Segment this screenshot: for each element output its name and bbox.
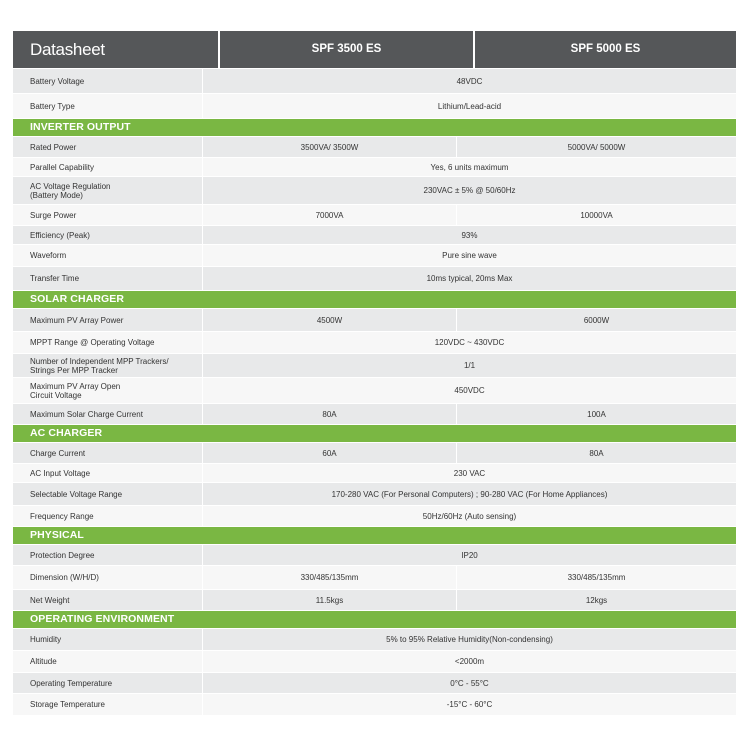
spec-label: Battery Voltage [13,69,203,93]
spec-label: AC Input Voltage [13,464,203,482]
table-header [13,31,736,68]
table-row [13,565,736,589]
spec-label: Efficiency (Peak) [13,226,203,244]
spec-value-spf3500: 11.5kgs [203,590,457,610]
spec-label: Number of Independent MPP Trackers/ Strings Per MPP Tracker [13,354,203,377]
spec-value-shared: Pure sine wave [442,251,497,260]
spec-value-shared: 170-280 VAC (For Personal Computers) ; 90-280 VAC (For Home Appliances) [331,489,608,499]
section-header: INVERTER OUTPUT [13,118,736,136]
spec-value-spf5000: 5000VA/ 5000W [567,142,626,152]
spec-label: Net Weight [13,590,203,610]
table-row [13,650,736,672]
spec-value-shared: 5% to 95% Relative Humidity(Non-condensing) [386,635,553,644]
table-row [13,693,736,715]
section-header: OPERATING ENVIRONMENT [13,610,736,628]
spec-value-spf3500: 330/485/135mm [203,566,457,589]
table-row [13,331,736,353]
table-row [13,244,736,266]
spec-value-spf3500: 80A [203,404,457,424]
table-row [13,68,736,93]
spec-value-spf3500: 7000VA [203,205,457,225]
spec-label: Humidity [13,629,203,650]
table-row [13,442,736,463]
table-row [13,589,736,610]
spec-value-shared: 230VAC ± 5% @ 50/60Hz [423,186,516,195]
table-row [13,157,736,176]
spec-value-shared: Lithium/Lead-acid [437,101,502,111]
table-row [13,403,736,424]
spec-label: Altitude [13,651,203,672]
table-row [13,353,736,377]
spec-label: Dimension (W/H/D) [13,566,203,589]
model-header-spf3500: SPF 3500 ES [218,31,473,68]
spec-value-shared: Yes, 6 units maximum [430,162,509,172]
spec-value-spf5000: 6000W [583,315,610,325]
spec-label: Maximum PV Array Power [13,309,203,331]
spec-value-shared: 50Hz/60Hz (Auto sensing) [422,511,517,521]
spec-value-spf3500: 3500VA/ 3500W [203,137,457,157]
spec-value-shared: -15°C - 60°C [446,700,493,709]
table-row [13,482,736,505]
spec-label: Maximum Solar Charge Current [13,404,203,424]
spec-value-spf5000: 80A [589,448,604,458]
spec-label: Storage Temperature [13,694,203,715]
spec-label: Waveform [13,245,203,266]
spec-value-spf5000: 10000VA [580,210,613,220]
spec-label: Maximum PV Array Open Circuit Voltage [13,378,203,403]
table-row [13,544,736,565]
table-row [13,308,736,331]
table-row [13,672,736,693]
spec-label: AC Voltage Regulation (Battery Mode) [13,177,203,204]
spec-label: Transfer Time [13,267,203,290]
spec-value-shared: <2000m [454,657,485,666]
model-header-spf5000: SPF 5000 ES [473,31,736,68]
section-header: PHYSICAL [13,526,736,544]
section-header: SOLAR CHARGER [13,290,736,308]
table-row [13,136,736,157]
table-row [13,176,736,204]
spec-label: Frequency Range [13,506,203,526]
spec-label: Parallel Capability [13,158,203,176]
spec-label: Operating Temperature [13,673,203,693]
spec-label: Charge Current [13,443,203,463]
table-row [13,93,736,118]
spec-label: MPPT Range @ Operating Voltage [13,332,203,353]
table-row [13,377,736,403]
table-row [13,505,736,526]
table-row [13,628,736,650]
spec-label: Selectable Voltage Range [13,483,203,505]
spec-label: Rated Power [13,137,203,157]
spec-label: Surge Power [13,205,203,225]
spec-value-shared: 48VDC [456,76,483,86]
table-body [13,68,736,715]
table-row [13,463,736,482]
spec-value-spf5000: 100A [587,409,606,419]
spec-value-spf5000: 330/485/135mm [567,573,626,582]
spec-value-shared: 1/1 [463,361,476,370]
spec-value-shared: IP20 [461,550,478,560]
table-row [13,225,736,244]
spec-value-shared: 10ms typical, 20ms Max [426,274,513,283]
table-row [13,204,736,225]
spec-value-shared: 0°C - 55°C [450,678,489,688]
spec-value-spf3500: 4500W [203,309,457,331]
spec-value-spf5000: 12kgs [585,595,608,605]
spec-label: Battery Type [13,94,203,118]
spec-value-shared: 230 VAC [453,468,486,478]
spec-value-shared: 120VDC ~ 430VDC [434,338,505,347]
spec-label: Protection Degree [13,545,203,565]
spec-value-shared: 450VDC [454,386,485,395]
spec-value-spf3500: 60A [203,443,457,463]
datasheet-title: Datasheet [30,40,105,59]
table-row [13,266,736,290]
spec-value-shared: 93% [461,230,478,240]
section-header: AC CHARGER [13,424,736,442]
datasheet-table [13,31,736,715]
